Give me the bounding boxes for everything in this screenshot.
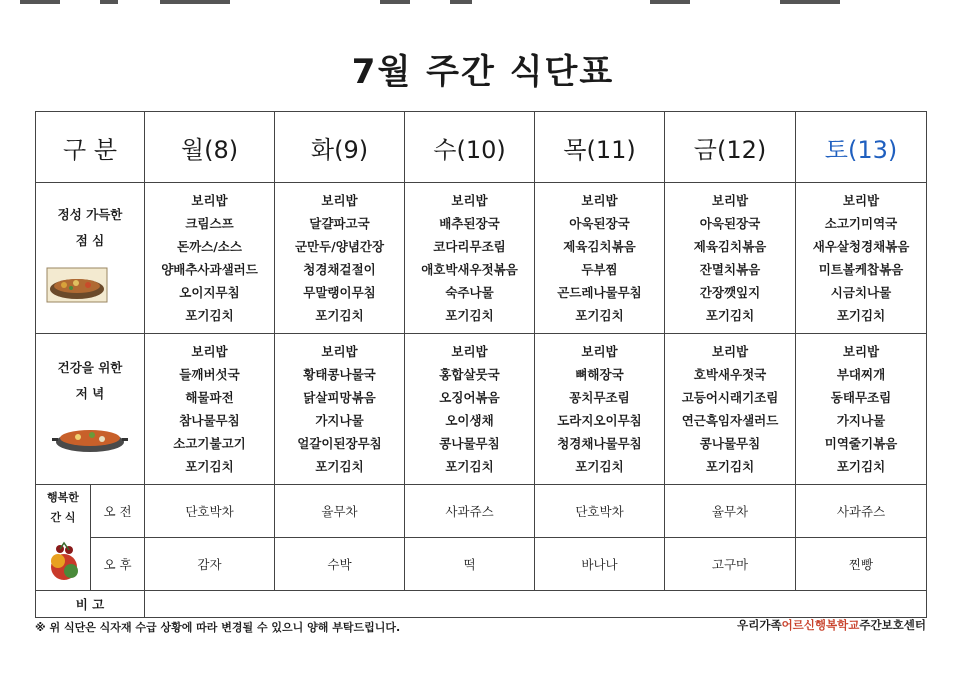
snack-am-item: 율무차 [665,485,796,538]
menu-item: 제육김치볶음 [563,239,636,254]
menu-item: 돈까스/소스 [177,239,242,254]
lunch-menu-cell [535,183,665,334]
center-name-highlight: 어르신행복학교 [781,618,860,632]
snack-pm-item: 감자 [145,538,275,591]
day-header: 월(8) [145,112,275,183]
snack-am-label: 오 전 [91,485,145,538]
menu-item: 황태콩나물국 [303,367,376,382]
dinner-menu-cell [275,334,405,485]
snack-pm-label: 오 후 [91,538,145,591]
menu-item: 소고기불고기 [173,436,246,451]
menu-item: 뼈해장국 [575,367,624,382]
menu-item: 참나물무침 [179,413,240,428]
day-header: 목(11) [535,112,665,183]
menu-item: 소고기미역국 [824,216,898,231]
menu-item: 보리밥 [842,193,880,208]
snack-pm-item: 바나나 [535,538,665,591]
menu-item: 애호박새우젓볶음 [421,262,518,277]
menu-item: 보리밥 [451,193,488,208]
menu-item: 미역줄기볶음 [824,436,898,451]
menu-item: 부대찌개 [836,367,886,382]
snack-pm-item: 찐빵 [796,538,927,591]
day-header: 수(10) [405,112,535,183]
menu-item: 들깨버섯국 [179,367,240,382]
menu-item: 포기김치 [185,459,234,474]
menu-item: 가지나물 [836,413,886,428]
weekly-menu-table [35,111,927,618]
menu-item: 포기김치 [705,308,755,323]
lunch-menu-cell [145,183,275,334]
menu-item: 오이생채 [445,413,494,428]
snack-pm-item: 수박 [275,538,405,591]
snack-label-line2: 간 식 [50,511,76,524]
menu-item: 포기김치 [185,308,234,323]
menu-item: 포기김치 [705,459,755,474]
menu-item: 잔멸치볶음 [699,262,761,277]
snack-am-item: 단호박차 [535,485,665,538]
menu-item: 고등어시래기조림 [681,390,779,405]
snack-label-cell [36,485,91,591]
menu-item: 배추된장국 [439,216,500,231]
lunch-menu-cell [275,183,405,334]
menu-item: 보리밥 [581,344,618,359]
lunch-label-line1: 정성 가득한 [57,207,123,222]
menu-item: 무말랭이무침 [303,285,376,300]
header-row [36,112,927,183]
menu-item: 두부찜 [581,262,618,277]
dinner-row [36,334,927,485]
menu-item: 해물파전 [185,390,234,405]
snack-am-row [36,485,927,538]
dinner-menu-cell [535,334,665,485]
grilled-meat-plate-icon [46,267,108,303]
menu-item: 콩나물무침 [439,436,500,451]
menu-item: 연근흑임자샐러드 [681,413,779,428]
stew-pot-icon [52,422,128,454]
menu-item: 포기김치 [315,459,364,474]
lunch-menu-cell [796,183,927,334]
snack-pm-row [36,538,927,591]
center-name-suffix: 주간보호센터 [859,618,926,632]
snack-am-item: 단호박차 [145,485,275,538]
dinner-menu-cell [405,334,535,485]
menu-item: 홍합살뭇국 [439,367,500,382]
snack-am-item: 사과쥬스 [796,485,927,538]
category-header: 구 분 [36,112,145,183]
menu-item: 보리밥 [711,344,749,359]
remarks-label: 비 고 [36,591,145,618]
menu-item: 아욱된장국 [569,216,630,231]
menu-item: 닭살피망볶음 [303,390,376,405]
footnote: ※ 위 식단은 식자재 수급 상황에 따라 변경될 수 있으니 양해 부탁드립니다. [35,621,401,634]
lunch-label [36,205,144,249]
remarks-row [36,591,927,618]
menu-item: 보리밥 [581,193,618,208]
snack-pm-item: 고구마 [665,538,796,591]
menu-item: 포기김치 [445,308,494,323]
menu-item: 포기김치 [836,459,886,474]
dinner-menu-cell [665,334,796,485]
lunch-row [36,183,927,334]
snack-am-item: 율무차 [275,485,405,538]
dinner-menu-cell [796,334,927,485]
day-header: 금(12) [665,112,796,183]
center-name [737,617,926,633]
menu-item: 새우살청경채볶음 [812,239,910,254]
menu-item: 호박새우젓국 [693,367,767,382]
remarks-cell [145,591,927,618]
menu-item: 보리밥 [321,344,358,359]
menu-item: 동태무조림 [830,390,892,405]
center-name-prefix: 우리가족 [737,618,782,632]
menu-item: 보리밥 [321,193,358,208]
menu-item: 보리밥 [711,193,749,208]
menu-item: 얼갈이된장무침 [297,436,382,451]
dinner-menu-cell [145,334,275,485]
page-title: 7월 주간 식단표 [351,52,615,92]
menu-item: 제육김치볶음 [693,239,767,254]
menu-item: 오이지무침 [179,285,240,300]
day-header: 화(9) [275,112,405,183]
menu-item: 숙주나물 [445,285,494,300]
dinner-label-cell [36,334,145,485]
dinner-label-line1: 건강을 위한 [57,360,123,375]
menu-item: 달걀파고국 [309,216,370,231]
snack-label [36,489,90,525]
menu-item: 미트볼케찹볶음 [818,262,904,277]
dinner-label [36,358,144,402]
menu-item: 아욱된장국 [699,216,761,231]
menu-item: 곤드레나물무침 [557,285,642,300]
menu-item: 청경채겉절이 [303,262,376,277]
menu-item: 포기김치 [575,308,624,323]
menu-item: 크림스프 [185,216,234,231]
lunch-menu-cell [665,183,796,334]
snack-pm-item: 떡 [405,538,535,591]
menu-item: 오징어볶음 [439,390,500,405]
lunch-label-cell [36,183,145,334]
menu-item: 군만두/양념간장 [294,239,385,254]
menu-item: 꽁치무조림 [569,390,630,405]
fruit-bowl-icon [44,541,84,587]
scan-top-edge [0,0,966,12]
menu-item: 포기김치 [315,308,364,323]
lunch-label-line2: 점 심 [75,233,105,248]
day-header-saturday: 토(13) [796,112,927,183]
menu-item: 보리밥 [451,344,488,359]
menu-item: 간장깻잎지 [699,285,761,300]
menu-item: 도라지오이무침 [557,413,642,428]
dinner-label-line2: 저 녁 [75,386,105,401]
snack-label-line1: 행복한 [47,491,79,504]
menu-item: 양배추사과샐러드 [161,262,258,277]
lunch-menu-cell [405,183,535,334]
menu-item: 보리밥 [842,344,880,359]
menu-item: 포기김치 [575,459,624,474]
menu-item: 보리밥 [191,344,228,359]
menu-item: 가지나물 [315,413,364,428]
menu-item: 콩나물무침 [699,436,761,451]
snack-am-item: 사과쥬스 [405,485,535,538]
menu-item: 포기김치 [836,308,886,323]
menu-item: 시금치나물 [830,285,892,300]
menu-item: 코다리무조림 [433,239,506,254]
menu-item: 포기김치 [445,459,494,474]
menu-item: 청경채나물무침 [557,436,642,451]
menu-item: 보리밥 [191,193,228,208]
